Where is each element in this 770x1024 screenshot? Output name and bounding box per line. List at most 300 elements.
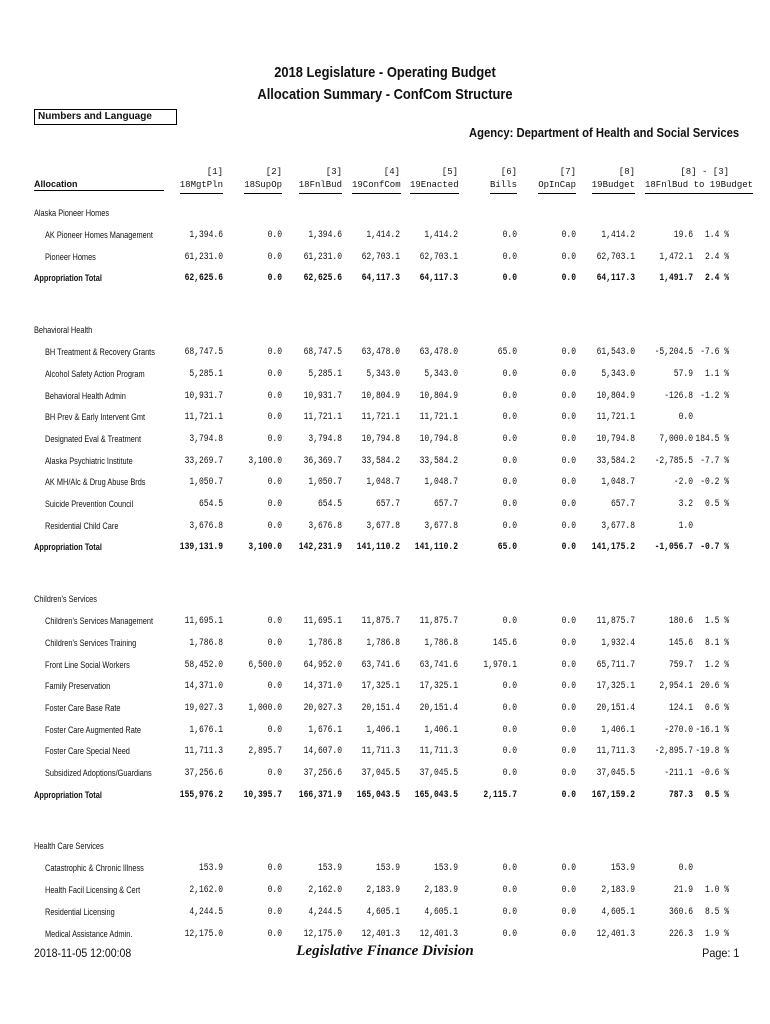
cell-value: 68,747.5 [303, 347, 342, 359]
table-row [0, 681, 770, 695]
cell-percent: -0.7 % [700, 542, 729, 554]
row-label: Alaska Psychiatric Institute [45, 455, 133, 466]
row-label: Foster Care Special Need [45, 746, 130, 757]
cell-value: 0.0 [561, 906, 576, 918]
cell-value: 19.6 [673, 230, 693, 241]
cell-value: 787.3 [668, 789, 693, 801]
row-label: Children's Services Training [45, 637, 137, 648]
cell-value: 167,159.2 [591, 789, 635, 801]
cell-value: 0.0 [502, 273, 517, 285]
report-datetime: 2018-11-05 12:00:08 [34, 946, 132, 960]
cell-value: 1,414.2 [601, 230, 635, 241]
cell-value: 0.0 [267, 251, 282, 263]
cell-value: 12,401.3 [361, 928, 400, 940]
cell-value: 0.0 [561, 542, 576, 554]
cell-value: 2,954.1 [659, 681, 693, 693]
cell-value: 11,695.1 [184, 616, 223, 628]
cell-value: 0.0 [267, 412, 282, 424]
cell-value: 0.0 [561, 637, 576, 649]
cell-value: 37,256.6 [184, 768, 223, 779]
table-row [0, 703, 770, 717]
cell-value: 14,371.0 [303, 681, 342, 693]
cell-value: 153.9 [375, 863, 400, 875]
table-row [0, 347, 770, 361]
cell-value: 65,711.7 [596, 659, 635, 671]
cell-value: 1,676.1 [189, 724, 223, 736]
cell-value: 64,117.3 [361, 273, 400, 285]
cell-value: 0.0 [502, 616, 517, 628]
cell-value: 37,045.5 [419, 768, 458, 779]
cell-value: 0.0 [561, 746, 576, 758]
cell-value: 4,605.1 [601, 906, 635, 918]
cell-value: 65.0 [497, 347, 517, 359]
table-row [0, 863, 770, 877]
cell-value: 1,048.7 [424, 477, 458, 489]
cell-percent: 1.5 % [704, 616, 729, 628]
cell-value: 64,117.3 [596, 273, 635, 285]
cell-value: -1,056.7 [654, 542, 693, 554]
cell-value: 0.0 [267, 928, 282, 940]
cell-value: 33,584.2 [596, 455, 635, 467]
cell-value: 1.0 [678, 520, 693, 532]
row-label: Designated Eval & Treatment [45, 433, 141, 444]
cell-value: 17,325.1 [596, 681, 635, 693]
cell-value: 0.0 [561, 230, 576, 241]
cell-value: 0.0 [561, 520, 576, 532]
cell-value: 145.6 [668, 637, 693, 649]
cell-value: 5,285.1 [308, 368, 342, 380]
cell-value: 0.0 [267, 863, 282, 875]
cell-value: 0.0 [502, 412, 517, 424]
cell-value: 10,804.9 [361, 390, 400, 402]
cell-value: 2,183.9 [424, 885, 458, 897]
cell-value: -126.8 [664, 390, 693, 402]
cell-value: 3,100.0 [248, 455, 282, 467]
cell-value: 0.0 [561, 724, 576, 736]
cell-value: 11,721.1 [361, 412, 400, 424]
cell-value: 0.0 [561, 368, 576, 380]
cell-value: 0.0 [502, 455, 517, 467]
row-label: BH Treatment & Recovery Grants [45, 347, 155, 358]
table-row [0, 391, 770, 405]
cell-value: 3,794.8 [189, 433, 223, 445]
cell-value: 10,804.9 [419, 390, 458, 402]
agency-label: Agency: Department of Health and Social Services [468, 126, 739, 140]
cell-value: 37,045.5 [361, 768, 400, 779]
page-number: Page: 1 [701, 946, 739, 960]
table-row [0, 746, 770, 760]
table-row [0, 412, 770, 426]
cell-value: 1,786.8 [308, 637, 342, 649]
cell-value: 11,721.1 [184, 412, 223, 424]
row-label: AK Pioneer Homes Management [45, 230, 153, 240]
column-number: [2] [265, 167, 282, 177]
cell-value: 11,721.1 [303, 412, 342, 424]
cell-value: 0.0 [267, 724, 282, 736]
cell-value: 63,741.6 [419, 659, 458, 671]
cell-value: 0.0 [561, 477, 576, 489]
cell-value: 62,703.1 [361, 251, 400, 263]
cell-value: -2,785.5 [654, 455, 693, 467]
column-number: [3] [325, 167, 342, 177]
cell-value: 1,406.1 [366, 724, 400, 736]
cell-percent: 1.4 % [704, 230, 729, 241]
cell-value: 657.7 [610, 499, 635, 510]
cell-value: 19,027.3 [184, 702, 223, 714]
cell-value: 14,371.0 [184, 681, 223, 693]
cell-value: 61,231.0 [184, 251, 223, 263]
table-row [0, 477, 770, 491]
cell-value: 63,478.0 [361, 347, 400, 359]
table-row [0, 929, 770, 943]
cell-value: -211.1 [664, 768, 693, 779]
cell-value: 3,677.8 [601, 520, 635, 532]
cell-value: 759.7 [668, 659, 693, 671]
row-label: Subsidized Adoptions/Guardians [45, 768, 152, 778]
cell-percent: 1.9 % [704, 928, 729, 940]
cell-value: 0.0 [561, 863, 576, 875]
row-label: Foster Care Augmented Rate [45, 724, 141, 735]
cell-value: 17,325.1 [361, 681, 400, 693]
row-label: Catastrophic & Chronic Illness [45, 863, 144, 874]
cell-value: 0.0 [502, 368, 517, 380]
report-subtitle: Allocation Summary - ConfCom Structure [257, 86, 513, 103]
table-row [0, 660, 770, 674]
cell-value: 0.0 [502, 390, 517, 402]
cell-value: 2,183.9 [601, 885, 635, 897]
cell-value: 155,976.2 [179, 789, 223, 801]
cell-value: 153.9 [198, 863, 223, 875]
cell-value: 1,414.2 [424, 230, 458, 241]
cell-value: 0.0 [267, 520, 282, 532]
cell-value: 10,794.8 [419, 433, 458, 445]
cell-value: 0.0 [502, 251, 517, 263]
cell-value: 0.0 [561, 347, 576, 359]
cell-value: 12,401.3 [596, 928, 635, 940]
cell-value: 0.0 [561, 499, 576, 510]
report-title: 2018 Legislature - Operating Budget [274, 64, 496, 81]
cell-value: 0.0 [561, 768, 576, 779]
cell-value: 20,151.4 [361, 702, 400, 714]
cell-value: 20,027.3 [303, 702, 342, 714]
cell-value: 64,952.0 [303, 659, 342, 671]
section-header [0, 325, 770, 339]
cell-percent: -19.8 % [695, 746, 729, 758]
cell-value: 5,343.0 [366, 368, 400, 380]
cell-value: 11,695.1 [303, 616, 342, 628]
cell-value: 141,110.2 [414, 542, 458, 554]
column-header [294, 166, 342, 194]
cell-value: 141,175.2 [591, 542, 635, 554]
cell-percent: 0.5 % [704, 789, 729, 801]
cell-value: 68,747.5 [184, 347, 223, 359]
cell-value: 63,741.6 [361, 659, 400, 671]
cell-value: 11,711.3 [419, 746, 458, 758]
cell-value: 0.0 [561, 702, 576, 714]
section-label: Alaska Pioneer Homes [34, 208, 110, 218]
cell-value: 2,162.0 [308, 885, 342, 897]
cell-value: 226.3 [668, 928, 693, 940]
cell-value: 0.0 [561, 885, 576, 897]
cell-value: 0.0 [561, 390, 576, 402]
column-number: [6] [500, 167, 517, 177]
row-label: AK MH/Alc & Drug Abuse Brds [45, 477, 146, 488]
cell-value: 0.0 [267, 390, 282, 402]
column-header [587, 166, 635, 194]
cell-percent: 184.5 % [695, 433, 729, 445]
column-name: 18SupOp [244, 179, 282, 194]
cell-value: 0.0 [502, 768, 517, 779]
cell-value: 6,500.0 [248, 659, 282, 671]
cell-percent: 2.4 % [704, 273, 729, 285]
row-label: Residential Licensing [45, 906, 115, 917]
row-label: Pioneer Homes [45, 251, 96, 262]
cell-value: 62,703.1 [419, 251, 458, 263]
cell-value: 0.0 [502, 863, 517, 875]
cell-value: 2,162.0 [189, 885, 223, 897]
cell-value: 7,000.0 [659, 433, 693, 445]
cell-value: 33,584.2 [419, 455, 458, 467]
row-label: Behavioral Health Admin [45, 390, 126, 401]
cell-value: 165,043.5 [414, 789, 458, 801]
column-name: 18FnlBud [299, 179, 342, 194]
cell-value: 10,931.7 [184, 390, 223, 402]
cell-value: 0.0 [502, 499, 517, 510]
cell-value: -5,204.5 [654, 347, 693, 359]
cell-value: 20,151.4 [596, 702, 635, 714]
cell-value: 63,478.0 [419, 347, 458, 359]
cell-value: 11,711.3 [596, 746, 635, 758]
cell-value: 0.0 [267, 906, 282, 918]
cell-value: 1,970.1 [483, 659, 517, 671]
cell-value: 124.1 [668, 702, 693, 714]
row-label: Health Facil Licensing & Cert [45, 885, 141, 896]
cell-value: 0.0 [502, 230, 517, 241]
cell-value: 10,794.8 [596, 433, 635, 445]
cell-value: 12,175.0 [303, 928, 342, 940]
cell-value: 0.0 [502, 928, 517, 940]
cell-percent: -16.1 % [695, 724, 729, 736]
cell-value: 165,043.5 [356, 789, 400, 801]
row-label: Alcohol Safety Action Program [45, 368, 145, 379]
cell-percent: 0.5 % [704, 499, 729, 510]
cell-value: 180.6 [668, 616, 693, 628]
cell-value: 1,406.1 [601, 724, 635, 736]
table-row [0, 616, 770, 630]
cell-value: 1,394.6 [189, 230, 223, 241]
cell-value: 0.0 [561, 273, 576, 285]
column-number: [8] [618, 167, 635, 177]
table-row [0, 521, 770, 535]
row-label: Suicide Prevention Council [45, 499, 134, 509]
cell-value: 1,786.8 [424, 637, 458, 649]
cell-value: 36,369.7 [303, 455, 342, 467]
cell-value: 0.0 [267, 637, 282, 649]
column-name: Bills [490, 179, 517, 194]
cell-value: 0.0 [561, 928, 576, 940]
cell-value: 14,607.0 [303, 746, 342, 758]
cell-percent: -1.2 % [700, 390, 729, 402]
row-label: Appropriation Total [34, 789, 102, 800]
row-label: Appropriation Total [34, 542, 102, 553]
numbers-language-box: Numbers and Language [34, 109, 177, 125]
cell-value: 10,931.7 [303, 390, 342, 402]
cell-value: -2,895.7 [654, 746, 693, 758]
table-row [0, 885, 770, 899]
cell-value: 0.0 [267, 681, 282, 693]
cell-value: 1,414.2 [366, 230, 400, 241]
cell-value: 3.2 [678, 499, 693, 510]
section-header [0, 594, 770, 608]
cell-value: 0.0 [561, 789, 576, 801]
cell-value: 3,100.0 [248, 542, 282, 554]
cell-value: 33,584.2 [361, 455, 400, 467]
section-header [0, 841, 770, 855]
cell-value: 1,048.7 [366, 477, 400, 489]
cell-value: 0.0 [502, 477, 517, 489]
row-label: Children's Services Management [45, 616, 154, 627]
cell-percent: -7.7 % [700, 455, 729, 467]
cell-percent: 0.6 % [704, 702, 729, 714]
table-row [0, 638, 770, 652]
cell-value: 0.0 [267, 768, 282, 779]
cell-value: 11,875.7 [596, 616, 635, 628]
section-label: Health Care Services [34, 841, 104, 852]
cell-value: 1,472.1 [659, 251, 693, 263]
cell-value: 0.0 [502, 520, 517, 532]
cell-percent: -0.6 % [700, 768, 729, 779]
cell-value: 1,050.7 [308, 477, 342, 489]
cell-value: 11,721.1 [419, 412, 458, 424]
cell-percent: -7.6 % [700, 347, 729, 359]
cell-value: 153.9 [610, 863, 635, 875]
table-row [0, 725, 770, 739]
cell-value: 2,183.9 [366, 885, 400, 897]
cell-value: 2,115.7 [483, 789, 517, 801]
cell-value: 0.0 [267, 368, 282, 380]
cell-value: 1,050.7 [189, 477, 223, 489]
cell-value: 10,395.7 [243, 789, 282, 801]
cell-value: 21.9 [673, 885, 693, 897]
row-label: Medical Assistance Admin. [45, 928, 133, 939]
cell-value: 11,721.1 [596, 412, 635, 424]
row-label: Appropriation Total [34, 273, 102, 284]
cell-value: 0.0 [267, 347, 282, 359]
cell-value: 0.0 [267, 273, 282, 285]
cell-value: 57.9 [673, 368, 693, 380]
row-label: BH Prev & Early Intervent Gmt [45, 412, 146, 423]
cell-value: 1,786.8 [366, 637, 400, 649]
row-label: Foster Care Base Rate [45, 702, 121, 713]
cell-value: 65.0 [497, 542, 517, 554]
cell-value: 11,875.7 [361, 616, 400, 628]
cell-value: 10,794.8 [361, 433, 400, 445]
cell-value: 0.0 [561, 433, 576, 445]
cell-value: 10,804.9 [596, 390, 635, 402]
column-header [536, 166, 576, 194]
cell-value: 141,110.2 [356, 542, 400, 554]
cell-value: 61,543.0 [596, 347, 635, 359]
cell-value: 61,231.0 [303, 251, 342, 263]
cell-value: 37,256.6 [303, 768, 342, 779]
cell-value: 145.6 [492, 637, 517, 649]
cell-value: 0.0 [502, 746, 517, 758]
column-number: [4] [383, 167, 400, 177]
table-row [0, 768, 770, 782]
cell-value: 0.0 [267, 616, 282, 628]
table-row [0, 907, 770, 921]
cell-value: 58,452.0 [184, 659, 223, 671]
cell-value: 0.0 [502, 681, 517, 693]
cell-value: 139,131.9 [179, 542, 223, 554]
column-number: [5] [441, 167, 458, 177]
division-signature: Legislative Finance Division [296, 943, 474, 959]
section-label: Children's Services [34, 594, 97, 605]
cell-value: 4,605.1 [366, 906, 400, 918]
allocation-column-header: Allocation [34, 179, 164, 191]
table-row [0, 252, 770, 266]
cell-value: 4,244.5 [189, 906, 223, 918]
cell-value: 0.0 [561, 412, 576, 424]
cell-value: 11,875.7 [419, 616, 458, 628]
cell-value: 0.0 [561, 616, 576, 628]
cell-value: 0.0 [502, 906, 517, 918]
cell-value: 37,045.5 [596, 768, 635, 779]
cell-value: 0.0 [561, 681, 576, 693]
cell-value: 2,895.7 [248, 746, 282, 758]
cell-percent: 2.4 % [704, 251, 729, 263]
table-row [0, 499, 770, 513]
table-row [0, 434, 770, 448]
column-header [645, 166, 754, 194]
cell-value: 0.0 [502, 885, 517, 897]
total-row [0, 273, 770, 287]
cell-value: 0.0 [267, 433, 282, 445]
cell-value: 3,794.8 [308, 433, 342, 445]
cell-value: 12,401.3 [419, 928, 458, 940]
cell-value: 657.7 [433, 499, 458, 510]
cell-value: 1,786.8 [189, 637, 223, 649]
cell-value: 0.0 [561, 251, 576, 263]
table-row [0, 230, 770, 244]
row-label: Family Preservation [45, 681, 111, 692]
cell-value: 5,343.0 [424, 368, 458, 380]
column-name: 18MgtPln [180, 179, 223, 194]
cell-value: 153.9 [433, 863, 458, 875]
cell-value: 1,676.1 [308, 724, 342, 736]
cell-value: 5,285.1 [189, 368, 223, 380]
section-label: Behavioral Health [34, 325, 93, 336]
cell-value: 4,605.1 [424, 906, 458, 918]
row-label: Residential Child Care [45, 520, 119, 531]
cell-value: -270.0 [664, 724, 693, 736]
cell-value: 11,711.3 [184, 746, 223, 758]
cell-value: 0.0 [561, 659, 576, 671]
table-row [0, 369, 770, 383]
cell-value: 1,000.0 [248, 702, 282, 714]
column-name: 19Budget [592, 179, 635, 194]
column-name: 19Enacted [410, 179, 459, 194]
cell-value: -2.0 [673, 477, 693, 489]
cell-value: 3,676.8 [308, 520, 342, 532]
cell-value: 0.0 [678, 863, 693, 875]
column-number: [8] - [3] [680, 167, 729, 177]
cell-percent: 1.2 % [704, 659, 729, 671]
cell-value: 654.5 [198, 499, 223, 510]
total-row [0, 790, 770, 804]
column-number: [7] [559, 167, 576, 177]
cell-value: 11,711.3 [361, 746, 400, 758]
